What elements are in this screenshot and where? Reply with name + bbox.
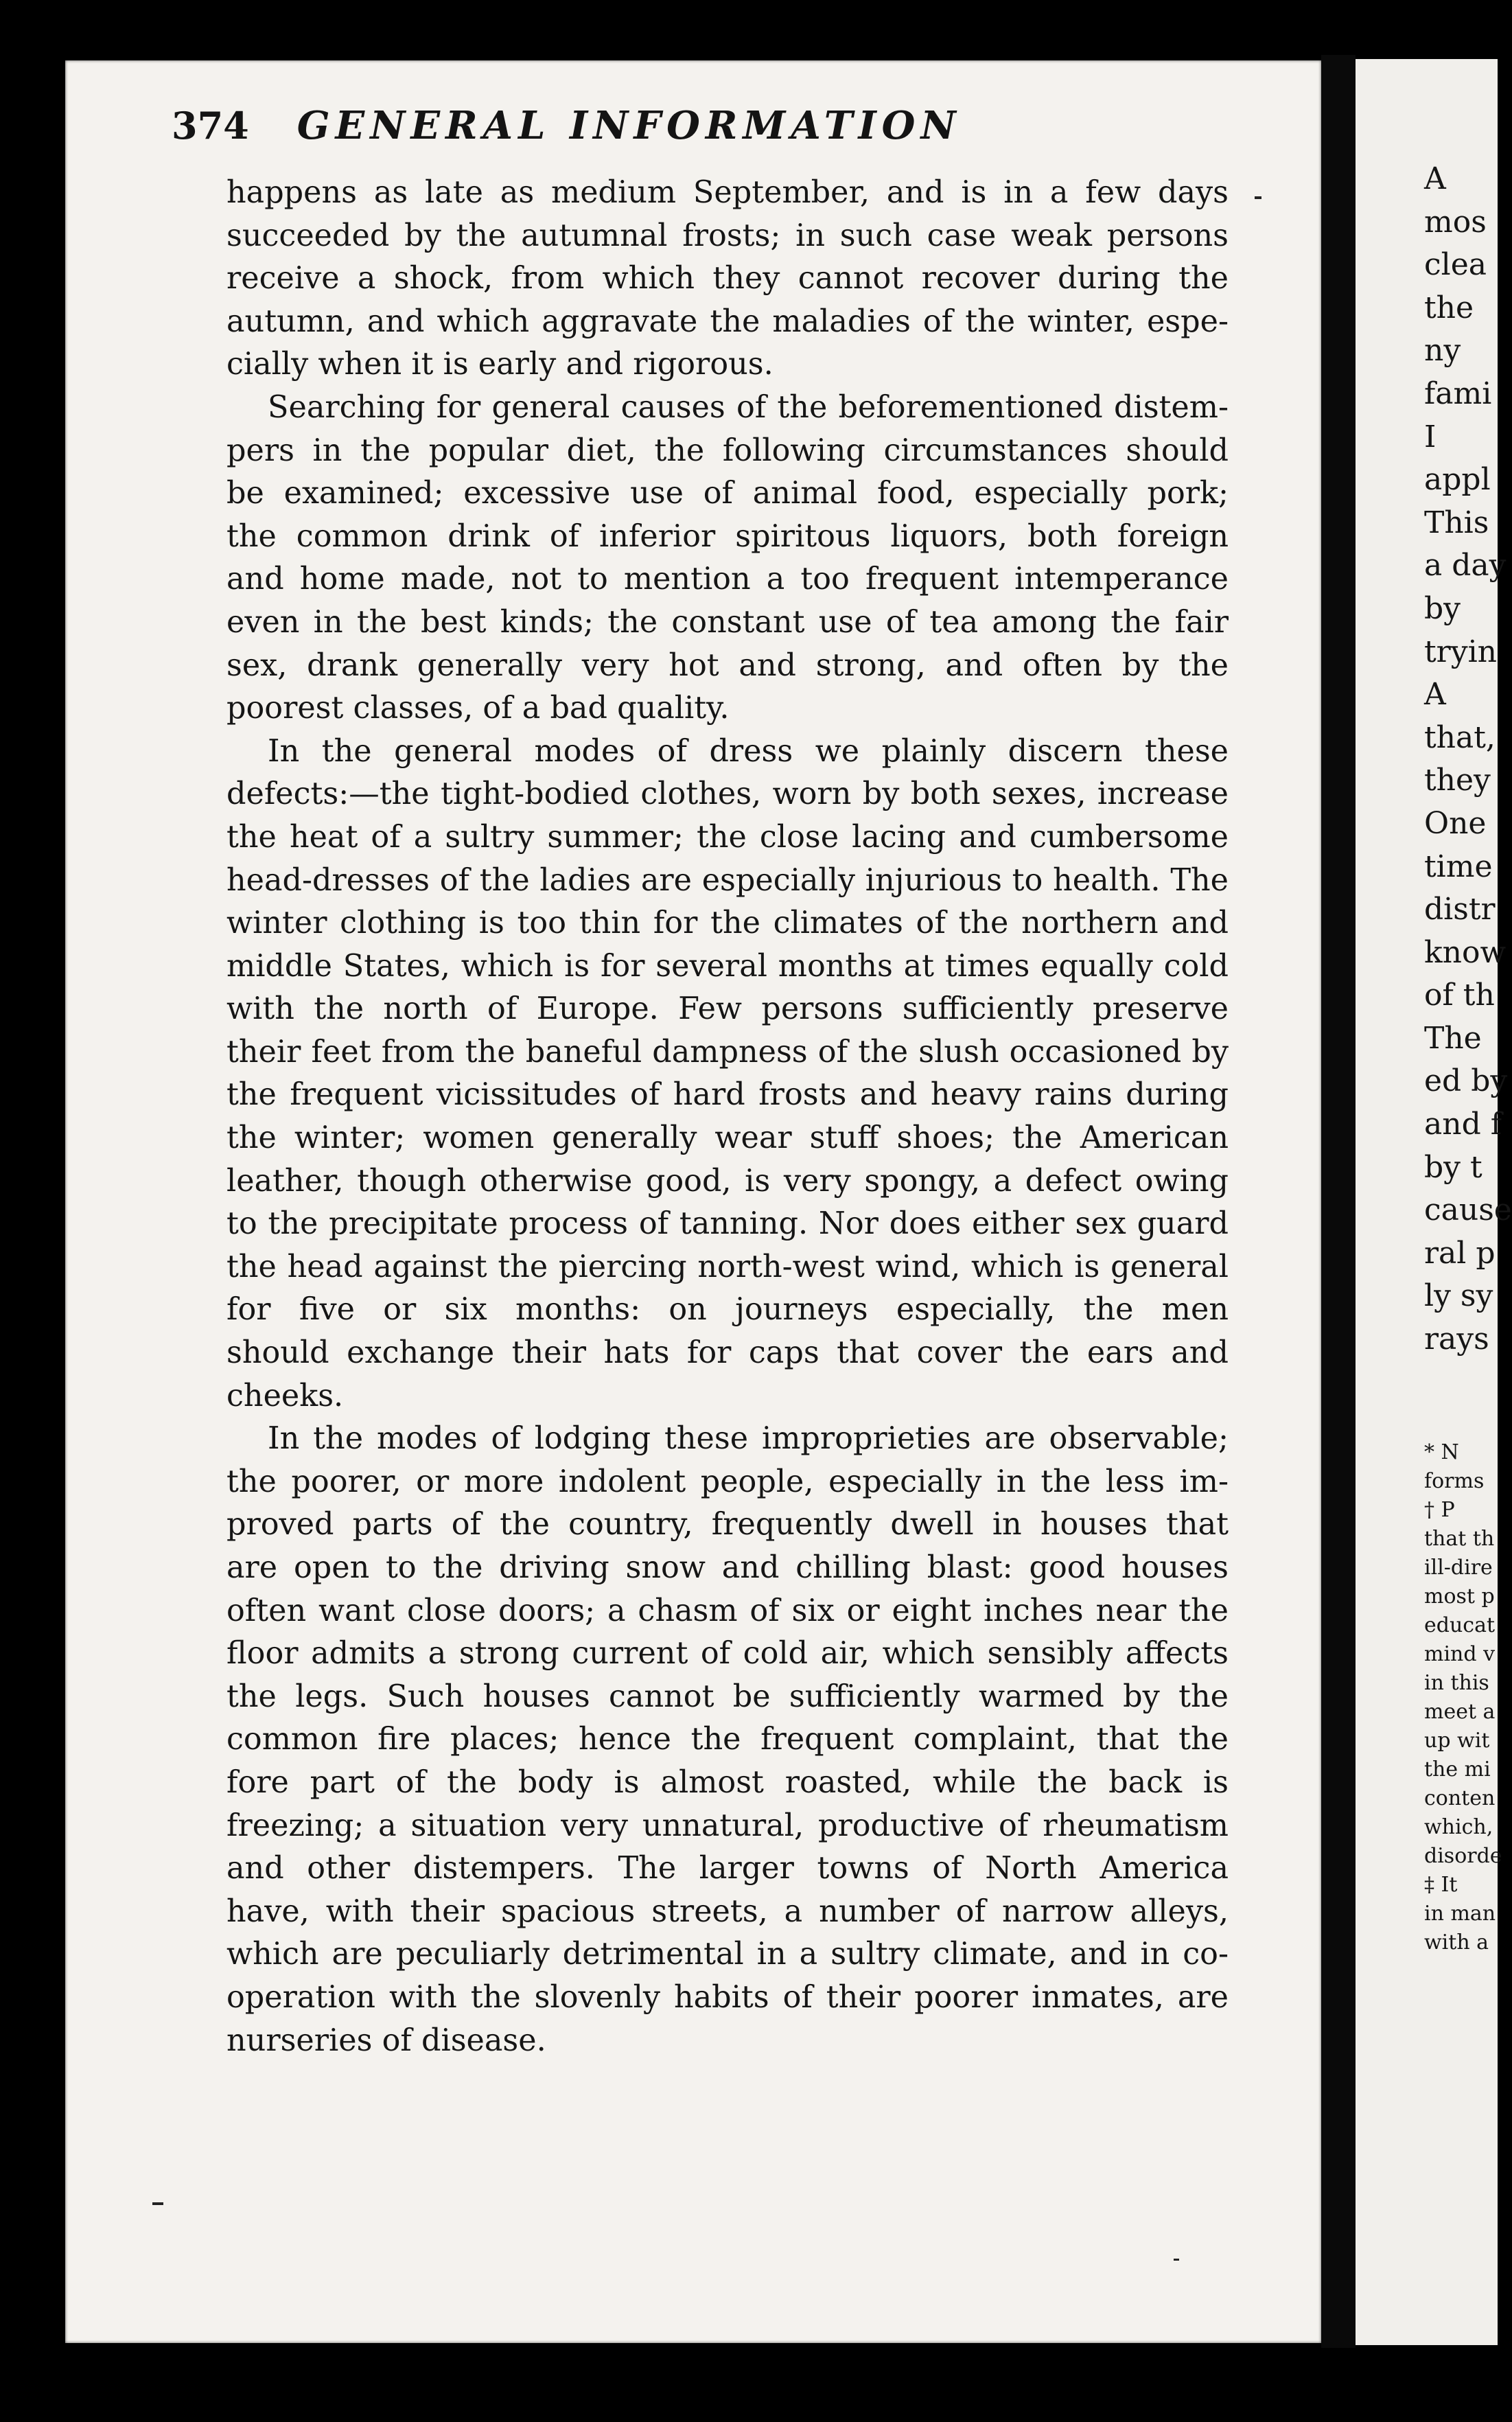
text-line: head-dresses of the ladies are especially injurious to health. The: [226, 862, 1229, 898]
facing-text-line: I: [1424, 419, 1437, 454]
text-line: cheeks.: [226, 1378, 344, 1414]
facing-footnote-line: meet a: [1424, 1700, 1496, 1724]
text-line: are open to the driving snow and chilling blast: good houses: [226, 1550, 1229, 1585]
facing-footnote-line: which,: [1424, 1815, 1493, 1839]
facing-footnote-line: disorde: [1424, 1844, 1502, 1868]
facing-text-line: fami: [1424, 376, 1492, 411]
text-line: and other distempers. The larger towns of North America: [226, 1851, 1229, 1887]
facing-text-line: ral p: [1424, 1235, 1496, 1271]
facing-text-line: they: [1424, 763, 1491, 798]
facing-footnote-line: forms: [1424, 1469, 1485, 1493]
text-line: which are peculiarly detrimental in a sultry climate, and in co-: [226, 1937, 1229, 1972]
facing-text-line: time: [1424, 849, 1493, 884]
text-line: freezing; a situation very unnatural, productive of rheumatism: [226, 1808, 1229, 1843]
facing-footnote-line: educat: [1424, 1613, 1496, 1637]
facing-footnote-line: up wit: [1424, 1729, 1490, 1753]
facing-footnote-line: the mi: [1424, 1757, 1491, 1781]
facing-text-line: know: [1424, 934, 1507, 970]
facing-footnote-line: † P: [1424, 1498, 1455, 1522]
facing-text-line: One: [1424, 805, 1487, 841]
facing-text-line: rays: [1424, 1322, 1489, 1357]
text-line: for five or six months: on journeys especially, the men: [226, 1292, 1229, 1328]
facing-footnote-line: in this: [1424, 1671, 1489, 1695]
text-line: cially when it is early and rigorous.: [226, 347, 774, 382]
facing-text-line: A: [1424, 677, 1446, 713]
text-line: the poorer, or more indolent people, especially in the less im-: [226, 1464, 1229, 1499]
text-line: receive a shock, from which they cannot recover during the: [226, 261, 1229, 297]
text-line: should exchange their hats for caps that cover the ears and: [226, 1335, 1229, 1371]
text-line: the heat of a sultry summer; the close lacing and cumbersome: [226, 819, 1229, 855]
facing-footnote-line: most p: [1424, 1584, 1495, 1608]
running-head: [172, 103, 1283, 165]
facing-text-line: clea: [1424, 247, 1487, 283]
text-line: defects:—the tight-bodied clothes, worn by both sexes, increase: [226, 776, 1229, 812]
text-line: autumn, and which aggravate the maladies of the winter, espe-: [226, 303, 1229, 339]
text-line: the frequent vicissitudes of hard frosts and heavy rains during: [226, 1077, 1229, 1113]
book-gutter: [1321, 55, 1356, 2348]
body-text: [226, 172, 1229, 2062]
text-line: the common drink of inferior spiritous liquors, both foreign: [226, 518, 1229, 554]
facing-page-text: [1424, 158, 1512, 1361]
text-line: fore part of the body is almost roasted, while the back is: [226, 1764, 1229, 1800]
text-line: be examined; excessive use of animal food, especially pork;: [226, 476, 1229, 511]
text-line: sex, drank generally very hot and strong, and often by the: [226, 647, 1229, 683]
text-line: to the precipitate process of tanning. Nor does either sex guard: [226, 1206, 1229, 1242]
text-line: leather, though otherwise good, is very spongy, a defect owing: [226, 1163, 1229, 1199]
facing-text-line: mos: [1424, 204, 1487, 240]
text-line: floor admits a strong current of cold air, which sensibly affects: [226, 1636, 1229, 1672]
text-line: succeeded by the autumnal frosts; in such case weak persons: [226, 218, 1229, 253]
facing-text-line: distr: [1424, 892, 1496, 927]
facing-text-line: This: [1424, 505, 1489, 540]
facing-footnote-line: in man: [1424, 1902, 1496, 1926]
facing-text-line: by t: [1424, 1149, 1482, 1185]
facing-footnote-line: ‡ It: [1424, 1873, 1458, 1897]
page-number: 374: [172, 104, 249, 148]
text-line: nurseries of disease.: [226, 2022, 546, 2058]
facing-text-line: by: [1424, 590, 1461, 626]
facing-text-line: cause: [1424, 1192, 1512, 1228]
facing-footnote-line: conten: [1424, 1786, 1496, 1810]
facing-text-line: and f: [1424, 1107, 1502, 1142]
paragraph: [226, 730, 1229, 1418]
text-line: with the north of Europe. Few persons sufficiently preserve: [226, 991, 1229, 1027]
scan-speck: [1255, 196, 1261, 199]
text-line: operation with the slovenly habits of their poorer inmates, are: [226, 1979, 1229, 2015]
paragraph: [226, 1418, 1229, 2062]
facing-text-line: ny: [1424, 333, 1461, 369]
text-line: have, with their spacious streets, a number of narrow alleys,: [226, 1893, 1229, 1929]
facing-text-line: The: [1424, 1020, 1482, 1056]
facing-text-line: a day: [1424, 548, 1507, 584]
text-line: their feet from the baneful dampness of the slush occasioned by: [226, 1034, 1229, 1070]
scan-speck: [152, 2202, 163, 2205]
running-title: GENERAL INFORMATION: [296, 103, 962, 148]
facing-footnote-line: ill-dire: [1424, 1556, 1493, 1580]
facing-text-line: that,: [1424, 719, 1496, 755]
facing-text-line: the: [1424, 290, 1474, 325]
text-line: common fire places; hence the frequent complaint, that the: [226, 1722, 1229, 1757]
text-line: In the general modes of dress we plainly discern these: [268, 733, 1229, 769]
text-line: winter clothing is too thin for the climates of the northern and: [226, 906, 1229, 941]
facing-text-line: ed by: [1424, 1063, 1508, 1099]
text-line: even in the best kinds; the constant use of tea among the fair: [226, 604, 1229, 640]
paragraph: [226, 172, 1229, 387]
text-line: the legs. Such houses cannot be sufficiently warmed by the: [226, 1679, 1229, 1714]
facing-page-footnotes: [1424, 1438, 1507, 1957]
scan-speck: [1174, 2259, 1179, 2261]
text-line: pers in the popular diet, the following circumstances should: [226, 432, 1229, 468]
facing-footnote-line: with a: [1424, 1930, 1489, 1954]
text-line: proved parts of the country, frequently dwell in houses that: [226, 1507, 1229, 1543]
facing-text-line: of th: [1424, 978, 1495, 1013]
facing-text-line: A: [1424, 161, 1446, 196]
text-line: happens as late as medium September, and is in a few days: [226, 175, 1229, 210]
text-line: middle States, which is for several months at times equally cold: [226, 948, 1229, 984]
paragraph: [226, 387, 1229, 730]
facing-footnote-line: * N: [1424, 1440, 1459, 1464]
text-line: Searching for general causes of the beforementioned distem-: [268, 389, 1229, 425]
facing-text-line: appl: [1424, 462, 1491, 498]
text-line: the winter; women generally wear stuff shoes; the American: [226, 1120, 1229, 1156]
text-line: poorest classes, of a bad quality.: [226, 691, 730, 726]
facing-text-line: tryin: [1424, 634, 1497, 669]
facing-text-line: ly sy: [1424, 1278, 1493, 1314]
text-line: and home made, not to mention a too frequent intemperance: [226, 562, 1229, 597]
text-line: often want close doors; a chasm of six or eight inches near the: [226, 1593, 1229, 1628]
facing-footnote-line: that th: [1424, 1527, 1495, 1551]
facing-footnote-line: mind v: [1424, 1642, 1496, 1666]
text-line: In the modes of lodging these improprieties are observable;: [268, 1421, 1229, 1457]
text-line: the head against the piercing north-west wind, which is general: [226, 1249, 1229, 1284]
